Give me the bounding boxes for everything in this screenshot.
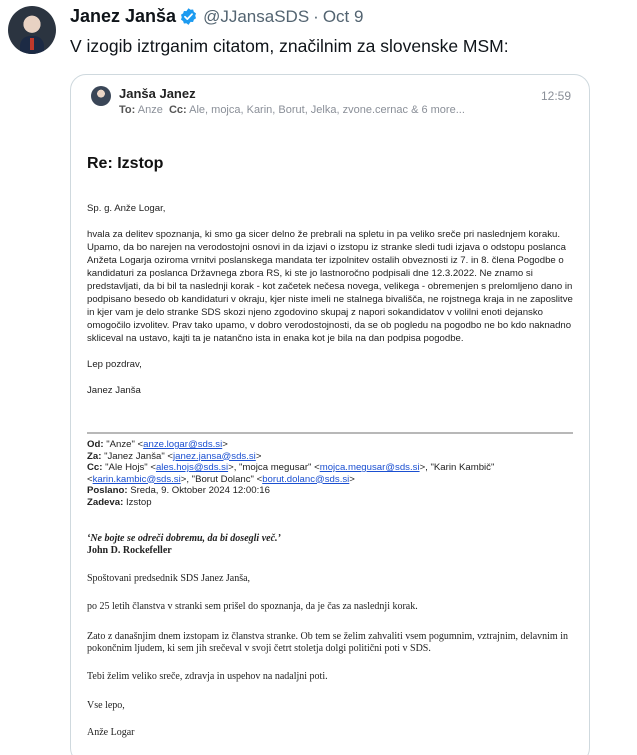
cc-label: Cc:	[168, 104, 187, 116]
original-signature: Anže Logar	[87, 727, 135, 738]
quoted-to-email[interactable]: janez.jansa@sds.si	[173, 450, 256, 462]
author-line	[70, 6, 363, 27]
recipients-line	[119, 104, 465, 116]
cc-value: Ale, mojca, Karin, Borut, Jelka, zvone.cernac & 6 more...	[189, 104, 465, 116]
separator-dot: ·	[313, 6, 319, 26]
quote-divider	[87, 432, 573, 434]
body-paragraph: hvala za delitev spoznanja, ki smo ga sicer delno že prebrali na spletu in pa veliko sreče pri naslednjem koraku. Upamo, da bo narejen na verodostojni osnovi in da izjavi o izstopu iz stranke sledi tudi izjava o odstopu poslanca Anžeta Logarja oziroma vrnitvi poslanskega mandata ter izpolnitev ostalih obveznosti iz 7. in 8. člena Pogodbe o kandidaturi za poslanca Državnega zbora RS, ki ste jo lastnoročno podpisali dne 12.3.2022. Ne znamo si predstavljati, da bi bil ta naslednji korak - kot začetek nečesa novega, velikega - obremenjen s prelomljeno dano in podpisano besedo ob kandidaturi v okraju, kjer niste imeli ne stalnega bivališča, ne rojstnega kraja in ne zaposlitve in kjer vam je delo stranke SDS skozi njeno zgodovino skupaj z napori sokandidatov v volilni enoti dejansko omogočilo izvolitev. Prav tako upamo, v dobro verodostojnosti, da se ob pogledu na pogodbo ne bo kdo naknadno skliceval na ustavo, kajti ta je natančno ista in enaka kot je bila na dan podpisa pogodbe.	[87, 229, 573, 344]
author-name[interactable]: Janez Janša	[70, 6, 177, 26]
email-screenshot[interactable]	[70, 74, 590, 755]
quoted-cc-name2: >, "mojca megusar" <	[228, 462, 320, 473]
quoted-cc-email1[interactable]: ales.hojs@sds.si	[155, 462, 229, 473]
quoted-subject-label: Zadeva:	[87, 496, 124, 508]
original-paragraph-2: Zato z današnjim dnem izstopam iz članstva stranke. Ob tem se želim zahvaliti vsem pogumnim, vztrajnim, delavnim in pokončnim ljudem, ki sem jih srečeval v svoji četrt stoletja dolgi politični poti v SDS.	[87, 631, 568, 654]
avatar-tie	[30, 38, 34, 50]
quoted-subject-row	[87, 497, 577, 509]
quoted-cc-email4[interactable]: borut.dolanc@sds.si	[262, 473, 350, 485]
quoted-to-name: "Janez Janša" <	[104, 450, 174, 462]
signature: Janez Janša	[87, 385, 141, 396]
quoted-sent-row	[87, 485, 577, 497]
tweet-text: V izogib iztrganim citatom, značilnim za slovenske MSM:	[70, 36, 509, 56]
email-time: 12:59	[540, 89, 571, 103]
quoted-to-row: Za: "Janez Janša" <janez.jansa@sds.si>	[87, 450, 262, 462]
quoted-cc-label: Cc:	[87, 462, 103, 473]
quoted-headers	[87, 439, 577, 508]
closing: Lep pozdrav,	[87, 359, 142, 370]
original-paragraph-1: po 25 letih članstva v stranki sem prišel do spoznanja, da je čas za naslednji korak.	[87, 601, 418, 612]
motto-author: John D. Rockefeller	[87, 545, 172, 556]
author-avatar[interactable]	[8, 6, 56, 54]
original-paragraph-3: Tebi želim veliko sreče, zdravja in uspehov na nadaljni poti.	[87, 671, 328, 682]
to-label: To:	[119, 104, 136, 116]
email-header	[71, 75, 589, 125]
verified-badge-icon	[179, 7, 198, 26]
quoted-from-label: Od:	[87, 439, 104, 450]
email-body	[87, 202, 577, 410]
sender-avatar	[91, 86, 111, 106]
original-closing: Vse lepo,	[87, 700, 125, 711]
quoted-sent-value: Sreda, 9. Oktober 2024 12:00:16	[130, 485, 270, 496]
greeting: Sp. g. Anže Logar,	[87, 203, 166, 214]
quoted-cc-name1: "Ale Hojs" <	[105, 462, 156, 473]
quoted-sent-label: Poslano:	[87, 485, 128, 496]
sender-name: Janša Janez	[119, 86, 196, 101]
quoted-cc-email2[interactable]: mojca.megusar@sds.si	[319, 462, 420, 473]
quoted-subject-value: Izstop	[125, 496, 152, 508]
tweet-date[interactable]: Oct 9	[322, 6, 364, 26]
quoted-cc-email3[interactable]: karin.kambic@sds.si	[92, 473, 181, 485]
motto-quote: ‘Ne bojte se odreči dobremu, da bi dosegli več.’	[87, 533, 281, 544]
author-handle[interactable]: @JJansaSDS	[203, 6, 310, 26]
quoted-from-email[interactable]: anze.logar@sds.si	[143, 439, 223, 450]
to-value: Anze	[137, 104, 163, 116]
email-subject: Re: Izstop	[87, 155, 164, 172]
quoted-cc-name3: >, "Karin Kambič"	[419, 462, 495, 473]
quoted-from-row: Od: "Anze" <anze.logar@sds.si>	[87, 439, 228, 450]
quoted-to-label: Za:	[87, 450, 102, 462]
original-salutation: Spoštovani predsednik SDS Janez Janša,	[87, 573, 251, 584]
quoted-from-name: "Anze" <	[106, 439, 144, 450]
quoted-cc-row: Cc: "Ale Hojs" <ales.hojs@sds.si>, "mojca megusar" <mojca.megusar@sds.si>, "Karin Kambič" <karin.kambic@sds.si>, "Borut Dolanc" <borut.dolanc@sds.si>	[87, 462, 495, 485]
quoted-cc-name4: >, "Borut Dolanc" <	[180, 473, 263, 485]
